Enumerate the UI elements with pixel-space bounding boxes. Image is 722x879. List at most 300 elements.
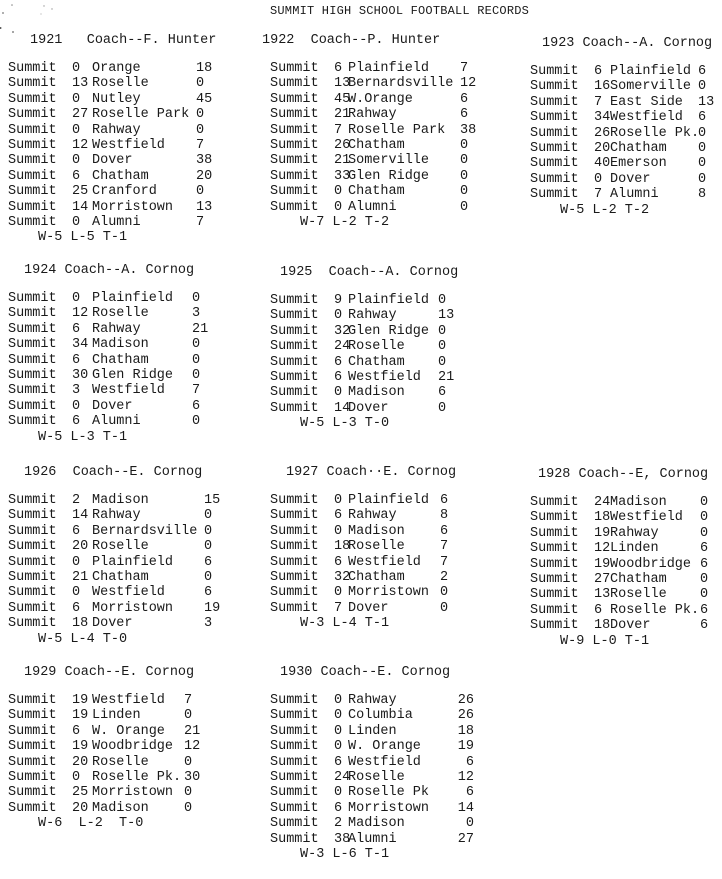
game-row (530, 587, 708, 602)
opponent-score: 0 (700, 525, 709, 541)
team-name: Summit (270, 122, 319, 138)
game-row (8, 600, 221, 616)
team-name: Summit (8, 398, 57, 414)
game-row (8, 539, 213, 555)
opponent-score: 0 (698, 140, 707, 156)
team-name: Summit (8, 383, 57, 399)
opponent-name: Roselle Pk. (610, 125, 700, 141)
summit-score: 20 (72, 800, 89, 816)
opponent-score: 26 (457, 708, 474, 724)
season-coach: Coach··E. Cornog (326, 465, 457, 480)
opponent-name: Plainfield (92, 291, 174, 306)
opponent-name: Linden (610, 541, 659, 557)
opponent-name: Roselle (92, 754, 149, 770)
opponent-name: Roselle Pk. (610, 602, 700, 618)
opponent-score: 0 (700, 571, 709, 587)
opponent-name: Rahway (348, 107, 397, 123)
season-header (286, 465, 456, 481)
game-row (530, 510, 708, 525)
game-row (530, 541, 708, 556)
summit-score: 25 (72, 184, 89, 200)
opponent-score: 0 (196, 76, 205, 92)
game-row (270, 570, 456, 585)
opponent-score: 0 (196, 122, 205, 138)
opponent-name: Emerson (610, 156, 667, 172)
opponent-score: 0 (192, 367, 201, 383)
opponent-name: Rahway (92, 508, 141, 524)
summit-score: 34 (594, 110, 611, 126)
season-record: W-7 L-2 T-2 (300, 214, 390, 230)
opponent-score: 20 (196, 168, 213, 184)
opponent-score: 0 (204, 508, 213, 524)
team-name: Summit (8, 600, 57, 616)
opponent-score: 0 (184, 800, 193, 816)
opponent-score: 0 (438, 400, 447, 416)
opponent-score: 6 (698, 64, 707, 79)
opponent-score: 6 (698, 110, 707, 126)
opponent-score: 6 (204, 585, 213, 601)
opponent-score: 0 (438, 354, 447, 370)
game-row (8, 398, 201, 414)
opponent-score: 6 (465, 754, 474, 770)
opponent-name: Dover (92, 153, 133, 169)
opponent-name: Dover (610, 618, 651, 634)
games-list (530, 495, 708, 634)
game-row (270, 184, 469, 200)
season-header (538, 467, 708, 483)
game-row (8, 215, 216, 230)
opponent-score: 0 (192, 291, 201, 306)
opponent-score: 7 (196, 214, 205, 230)
opponent-name: Glen Ridge (348, 323, 430, 339)
team-name: Summit (530, 125, 579, 141)
team-name: Summit (8, 508, 57, 524)
team-name: Summit (530, 64, 579, 79)
opponent-score: 38 (460, 122, 477, 138)
season-1924 (8, 263, 209, 445)
game-row (530, 557, 708, 572)
team-name: Summit (8, 723, 57, 739)
team-name: Summit (8, 754, 57, 770)
opponent-score: 19 (457, 739, 474, 755)
opponent-name: Madison (348, 385, 405, 401)
game-row (270, 601, 456, 616)
team-name: Summit (8, 91, 57, 107)
summit-score: 0 (334, 739, 343, 755)
summit-score: 24 (334, 769, 351, 785)
summit-score: 3 (72, 383, 81, 399)
summit-score: 18 (334, 539, 351, 555)
team-name: Summit (8, 708, 57, 724)
opponent-name: Roselle (92, 306, 149, 322)
game-row (270, 122, 477, 138)
season-year: 1922 (262, 33, 295, 48)
summit-score: 20 (594, 140, 611, 156)
games-list (270, 493, 456, 616)
opponent-name: Chatham (348, 184, 405, 200)
opponent-name: Chatham (92, 168, 149, 184)
game-row (530, 156, 712, 171)
game-row (8, 200, 216, 215)
game-row (530, 495, 708, 510)
team-name: Summit (270, 523, 319, 539)
game-row (8, 367, 201, 383)
summit-score: 0 (72, 769, 81, 785)
opponent-score: 0 (460, 137, 469, 153)
team-name: Summit (8, 569, 57, 585)
game-row (270, 493, 456, 508)
season-year: 1927 (286, 465, 319, 480)
opponent-score: 0 (698, 156, 707, 172)
game-row (270, 199, 469, 215)
team-name: Summit (8, 493, 57, 508)
summit-score: 0 (334, 693, 343, 708)
game-row (8, 585, 213, 601)
season-header (262, 33, 440, 49)
opponent-score: 0 (196, 184, 205, 200)
summit-score: 0 (334, 523, 343, 539)
opponent-name: Alumni (610, 187, 659, 203)
team-name: Summit (8, 739, 57, 755)
game-row (8, 708, 194, 723)
team-name: Summit (270, 153, 319, 169)
summit-score: 12 (72, 137, 89, 153)
game-row (270, 153, 469, 169)
opponent-score: 18 (457, 723, 474, 739)
game-row (8, 414, 201, 430)
season-coach: Coach--A. Cornog (582, 36, 713, 51)
team-name: Summit (530, 140, 579, 156)
team-name: Summit (270, 831, 319, 847)
opponent-score: 19 (204, 600, 221, 616)
summit-score: 0 (334, 493, 343, 508)
summit-score: 20 (72, 754, 89, 770)
team-name: Summit (270, 184, 319, 200)
team-name: Summit (530, 587, 579, 603)
team-name: Summit (270, 107, 319, 123)
summit-score: 6 (594, 64, 603, 79)
game-row (270, 508, 456, 523)
team-name: Summit (270, 754, 319, 770)
team-name: Summit (270, 816, 319, 832)
opponent-score: 21 (192, 321, 209, 337)
game-row (8, 61, 216, 76)
team-name: Summit (270, 400, 319, 416)
game-row (270, 355, 458, 370)
game-row (8, 755, 194, 770)
game-row (270, 107, 469, 123)
opponent-score: 14 (457, 800, 474, 816)
opponent-score: 0 (465, 816, 474, 832)
opponent-name: W. Orange (92, 723, 165, 739)
season-record: W-3 L-4 T-1 (300, 616, 390, 632)
season-record: W-3 L-6 T-1 (300, 846, 390, 862)
game-row (270, 61, 469, 76)
opponent-score: 13 (698, 94, 715, 110)
opponent-score: 6 (465, 785, 474, 801)
summit-score: 0 (72, 554, 81, 570)
opponent-name: Plainfield (92, 554, 174, 570)
opponent-name: Chatham (348, 569, 405, 585)
game-row (270, 339, 458, 354)
summit-score: 6 (72, 321, 81, 337)
opponent-score: 0 (184, 754, 193, 770)
opponent-name: Dover (348, 400, 389, 416)
season-year: 1929 (24, 665, 57, 680)
opponent-name: Roselle (610, 587, 667, 603)
game-row (8, 337, 201, 353)
team-name: Summit (530, 94, 579, 110)
summit-score: 19 (72, 739, 89, 755)
game-row (8, 169, 216, 184)
game-row (270, 76, 477, 92)
season-year: 1924 (24, 263, 57, 278)
opponent-name: Westfield (610, 110, 683, 126)
opponent-score: 0 (460, 153, 469, 169)
page-title: SUMMIT HIGH SCHOOL FOOTBALL RECORDS (270, 4, 530, 18)
opponent-name: East Side (610, 94, 683, 110)
summit-score: 19 (72, 693, 89, 708)
opponent-score: 0 (698, 79, 707, 95)
summit-score: 0 (334, 708, 343, 724)
opponent-name: Cranford (92, 184, 157, 200)
opponent-name: Roselle (92, 539, 149, 555)
game-row (8, 554, 213, 570)
opponent-score: 6 (460, 107, 469, 123)
summit-score: 14 (72, 199, 89, 215)
summit-score: 6 (334, 369, 343, 385)
opponent-name: Morristown (92, 199, 174, 215)
team-name: Summit (270, 354, 319, 370)
team-name: Summit (270, 800, 319, 816)
opponent-name: Somerville (610, 79, 692, 95)
team-name: Summit (8, 693, 57, 708)
summit-score: 14 (334, 400, 351, 416)
game-row (530, 64, 712, 79)
season-header (542, 36, 712, 52)
team-name: Summit (270, 61, 319, 76)
game-row (8, 92, 216, 107)
summit-score: 12 (594, 541, 611, 557)
team-name: Summit (270, 569, 319, 585)
team-name: Summit (8, 585, 57, 601)
opponent-name: Dover (92, 616, 133, 632)
team-name: Summit (270, 293, 319, 308)
opponent-score: 0 (192, 337, 201, 353)
season-year: 1930 (280, 665, 313, 680)
opponent-name: Plainfield (348, 493, 430, 508)
season-coach: Coach--F. Hunter (86, 33, 217, 48)
opponent-score: 0 (700, 495, 709, 510)
team-name: Summit (530, 171, 579, 187)
summit-score: 6 (72, 168, 81, 184)
opponent-name: Madison (348, 816, 405, 832)
game-row (8, 569, 213, 585)
season-header (24, 665, 194, 681)
game-row (8, 123, 216, 138)
season-coach: Coach--P. Hunter (310, 33, 441, 48)
opponent-name: Roselle Pk (348, 785, 430, 801)
opponent-name: Rahway (348, 693, 397, 708)
summit-score: 13 (594, 587, 611, 603)
opponent-name: Westfield (92, 137, 165, 153)
opponent-score: 2 (440, 569, 449, 585)
opponent-score: 6 (440, 493, 449, 508)
opponent-score: 13 (438, 308, 455, 324)
opponent-name: Roselle (348, 339, 405, 355)
games-list (270, 61, 477, 215)
game-row (8, 107, 216, 122)
team-name: Summit (270, 493, 319, 508)
summit-score: 0 (72, 91, 81, 107)
team-name: Summit (530, 556, 579, 572)
team-name: Summit (8, 107, 57, 123)
summit-score: 32 (334, 569, 351, 585)
opponent-score: 0 (438, 293, 447, 308)
game-row (8, 321, 209, 337)
opponent-score: 27 (457, 831, 474, 847)
team-name: Summit (8, 800, 57, 816)
summit-score: 19 (594, 556, 611, 572)
team-name: Summit (270, 339, 319, 355)
games-list (8, 493, 221, 632)
team-name: Summit (270, 199, 319, 215)
game-row (270, 708, 474, 724)
team-name: Summit (530, 571, 579, 587)
season-1929 (8, 665, 201, 832)
games-list (8, 291, 209, 430)
opponent-score: 6 (700, 541, 709, 557)
summit-score: 18 (72, 616, 89, 632)
summit-score: 20 (72, 539, 89, 555)
opponent-name: Bernardsville (92, 523, 198, 539)
season-year: 1926 (24, 465, 57, 480)
game-row (270, 585, 456, 600)
opponent-score: 21 (184, 723, 201, 739)
summit-score: 6 (594, 602, 603, 618)
game-row (8, 693, 194, 708)
summit-score: 6 (72, 600, 81, 616)
season-record: W-5 L-5 T-1 (38, 230, 128, 246)
opponent-name: Glen Ridge (92, 367, 174, 383)
opponent-score: 0 (192, 414, 201, 430)
summit-score: 6 (72, 352, 81, 368)
game-row (270, 785, 474, 801)
games-list (530, 64, 715, 203)
team-name: Summit (8, 367, 57, 383)
opponent-name: Roselle Park (348, 122, 446, 138)
opponent-name: Dover (92, 398, 133, 414)
opponent-score: 8 (698, 187, 707, 203)
team-name: Summit (530, 156, 579, 172)
season-record: W-5 L-4 T-0 (38, 631, 128, 647)
summit-score: 0 (594, 171, 603, 187)
team-name: Summit (8, 199, 57, 215)
opponent-name: Alumni (92, 414, 141, 430)
summit-score: 6 (334, 800, 343, 816)
game-row (270, 555, 456, 570)
team-name: Summit (8, 168, 57, 184)
opponent-name: Alumni (348, 831, 397, 847)
summit-score: 0 (72, 153, 81, 169)
opponent-name: Rahway (348, 508, 397, 524)
team-name: Summit (8, 291, 57, 306)
game-row (8, 723, 201, 739)
game-row (270, 739, 474, 755)
opponent-name: Madison (348, 523, 405, 539)
season-header (280, 265, 458, 281)
season-coach: Coach--E. Cornog (64, 665, 195, 680)
game-row (8, 523, 213, 539)
opponent-score: 6 (460, 91, 469, 107)
game-row (270, 524, 456, 539)
opponent-score: 12 (457, 769, 474, 785)
opponent-name: Morristown (348, 585, 430, 601)
summit-score: 21 (334, 107, 351, 123)
summit-score: 0 (72, 398, 81, 414)
team-name: Summit (270, 554, 319, 570)
opponent-score: 0 (440, 600, 449, 616)
season-coach: Coach--E, Cornog (578, 467, 709, 482)
summit-score: 32 (334, 323, 351, 339)
team-name: Summit (270, 91, 319, 107)
game-row (270, 137, 469, 153)
team-name: Summit (8, 306, 57, 322)
game-row (8, 153, 216, 168)
opponent-score: 0 (204, 523, 213, 539)
summit-score: 7 (334, 122, 343, 138)
opponent-name: Orange (92, 61, 141, 76)
game-row (8, 493, 221, 508)
opponent-name: W. Orange (348, 739, 421, 755)
opponent-score: 0 (698, 125, 707, 141)
season-1927 (270, 465, 456, 631)
game-row (270, 831, 474, 847)
game-row (8, 291, 201, 306)
opponent-name: Westfield (348, 754, 421, 770)
opponent-score: 0 (184, 785, 193, 801)
games-list (8, 61, 216, 230)
season-year: 1921 (30, 33, 63, 48)
summit-score: 45 (334, 91, 351, 107)
game-row (270, 324, 458, 339)
team-name: Summit (270, 723, 319, 739)
opponent-score: 0 (460, 168, 469, 184)
team-name: Summit (270, 308, 319, 324)
team-name: Summit (270, 693, 319, 708)
summit-score: 40 (594, 156, 611, 172)
game-row (270, 754, 474, 770)
opponent-score: 0 (460, 199, 469, 215)
opponent-name: Westfield (348, 369, 421, 385)
season-1922 (262, 33, 477, 230)
season-header (24, 465, 202, 481)
game-row (530, 126, 712, 141)
team-name: Summit (270, 600, 319, 616)
team-name: Summit (8, 122, 57, 138)
summit-score: 0 (334, 385, 343, 401)
opponent-name: Madison (610, 495, 667, 510)
team-name: Summit (530, 618, 579, 634)
opponent-name: Westfield (92, 383, 165, 399)
season-record: W-6 L-2 T-0 (38, 816, 144, 832)
season-record: W-5 L-3 T-0 (300, 416, 390, 432)
opponent-score: 0 (438, 323, 447, 339)
game-row (530, 172, 712, 187)
team-name: Summit (530, 602, 579, 618)
opponent-score: 6 (700, 618, 709, 634)
summit-score: 27 (594, 571, 611, 587)
